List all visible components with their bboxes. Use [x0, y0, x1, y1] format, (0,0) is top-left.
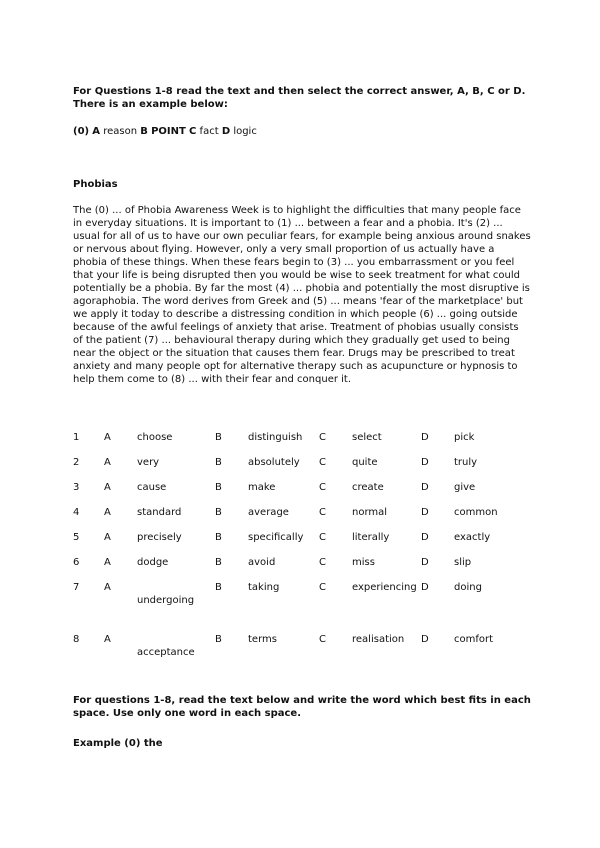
question-number: 8	[73, 634, 80, 645]
letter-b: B	[215, 634, 222, 645]
option-row	[73, 456, 514, 481]
option-d: exactly	[454, 532, 491, 543]
option-b: make	[248, 482, 276, 493]
letter-b: B	[215, 482, 222, 493]
question-number: 6	[73, 557, 80, 568]
option-b: avoid	[248, 557, 276, 568]
letter-c: C	[319, 457, 326, 468]
letter-c: C	[319, 507, 326, 518]
option-d: pick	[454, 432, 475, 443]
letter-b: B	[215, 582, 222, 593]
option-b: terms	[248, 634, 277, 645]
option-a: undergoing	[137, 595, 195, 606]
question-number: 7	[73, 582, 80, 593]
option-b: absolutely	[248, 457, 300, 468]
example-option-a: reason	[103, 126, 138, 137]
option-row	[73, 431, 514, 456]
letter-b: B	[215, 457, 222, 468]
letter-d: D	[421, 482, 429, 493]
options-table	[73, 431, 514, 674]
example-letter-c: C	[189, 126, 197, 137]
example-number: (0)	[73, 126, 90, 137]
question-number: 5	[73, 532, 80, 543]
letter-d: D	[421, 634, 429, 645]
open-cloze-example: Example (0) the	[73, 738, 163, 749]
question-number: 4	[73, 507, 80, 518]
option-a: very	[137, 457, 160, 468]
letter-d: D	[421, 457, 429, 468]
letter-c: C	[319, 557, 326, 568]
option-c: normal	[352, 507, 388, 518]
option-c: literally	[352, 532, 390, 543]
letter-a: A	[104, 532, 111, 543]
option-d: give	[454, 482, 476, 493]
option-row	[73, 633, 514, 674]
letter-a: A	[104, 432, 111, 443]
option-c: miss	[352, 557, 375, 568]
option-d: doing	[454, 582, 482, 593]
option-d: slip	[454, 557, 472, 568]
option-a: standard	[137, 507, 182, 518]
letter-a: A	[104, 457, 111, 468]
letter-b: B	[215, 507, 222, 518]
option-row	[73, 506, 514, 531]
option-a: precisely	[137, 532, 182, 543]
option-a: acceptance	[137, 647, 195, 658]
example-letter-b: B	[140, 126, 148, 137]
question-number: 1	[73, 432, 80, 443]
option-row	[73, 531, 514, 556]
letter-b: B	[215, 432, 222, 443]
option-a: dodge	[137, 557, 169, 568]
option-c: realisation	[352, 634, 405, 645]
option-c: create	[352, 482, 384, 493]
question-number: 3	[73, 482, 80, 493]
example-letter-a: A	[92, 126, 101, 137]
passage-title: Phobias	[73, 179, 118, 190]
option-b: taking	[248, 582, 280, 593]
option-d: comfort	[454, 634, 494, 645]
option-row	[73, 481, 514, 506]
letter-d: D	[421, 507, 429, 518]
letter-a: A	[104, 482, 111, 493]
letter-b: B	[215, 532, 222, 543]
option-row	[73, 581, 514, 633]
letter-d: D	[421, 557, 429, 568]
question-number: 2	[73, 457, 80, 468]
letter-b: B	[215, 557, 222, 568]
letter-d: D	[421, 582, 429, 593]
example-line	[73, 125, 533, 138]
letter-a: A	[104, 507, 111, 518]
option-d: truly	[454, 457, 478, 468]
option-row	[73, 556, 514, 581]
option-c: quite	[352, 457, 378, 468]
letter-c: C	[319, 482, 326, 493]
letter-a: A	[104, 634, 111, 645]
option-b: distinguish	[248, 432, 303, 443]
instructions-multiple-choice: For Questions 1-8 read the text and then select the correct answer, A, B, C or D. There is an example below:	[73, 86, 526, 110]
example-option-b: POINT	[151, 126, 186, 137]
letter-c: C	[319, 432, 326, 443]
passage-text: The (0) ... of Phobia Awareness Week is to highlight the difficulties that many people face in everyday situations. It is important to (1) ... between a fear and a phobia. It's (2) ... usual for all of us to have our own peculiar fears, for example being anxious around snakes or nervous about flying. However, only a very small proportion of us actually have a phobia of these things. When these fears begin to (3) ... you embarrassment or you feel that your life is being disrupted then you would be wise to seek treatment for what could potentially be a phobia. By far the most (4) ... phobia and potentially the most disruptive is agoraphobia. The word derives from Greek and (5) ... means 'fear of the marketplace' but we apply it today to describe a distressing condition in which people (6) ... going outside because of the awful feelings of anxiety that arise. Treatment of phobias usually consists of the patient (7) ... behavioural therapy during which they gradually get used to being near the object or the situation that causes them fear. Drugs may be prescribed to treat anxiety and many people opt for alternative therapy such as acupuncture or hypnosis to help them come to (8) ... with their fear and conquer it.	[73, 205, 531, 385]
option-b: average	[248, 507, 289, 518]
letter-d: D	[421, 432, 429, 443]
option-a: cause	[137, 482, 167, 493]
option-c: select	[352, 432, 382, 443]
option-c: experiencing	[352, 582, 417, 593]
letter-c: C	[319, 634, 326, 645]
letter-c: C	[319, 532, 326, 543]
letter-c: C	[319, 582, 326, 593]
example-option-d: logic	[233, 126, 257, 137]
example-letter-d: D	[221, 126, 231, 137]
letter-d: D	[421, 532, 429, 543]
instructions-open-cloze: For questions 1-8, read the text below and write the word which best fits in each space. Use only one word in each space.	[73, 695, 531, 719]
option-d: common	[454, 507, 498, 518]
example-option-c: fact	[199, 126, 219, 137]
letter-a: A	[104, 582, 111, 593]
option-a: choose	[137, 432, 173, 443]
letter-a: A	[104, 557, 111, 568]
option-b: specifically	[248, 532, 304, 543]
